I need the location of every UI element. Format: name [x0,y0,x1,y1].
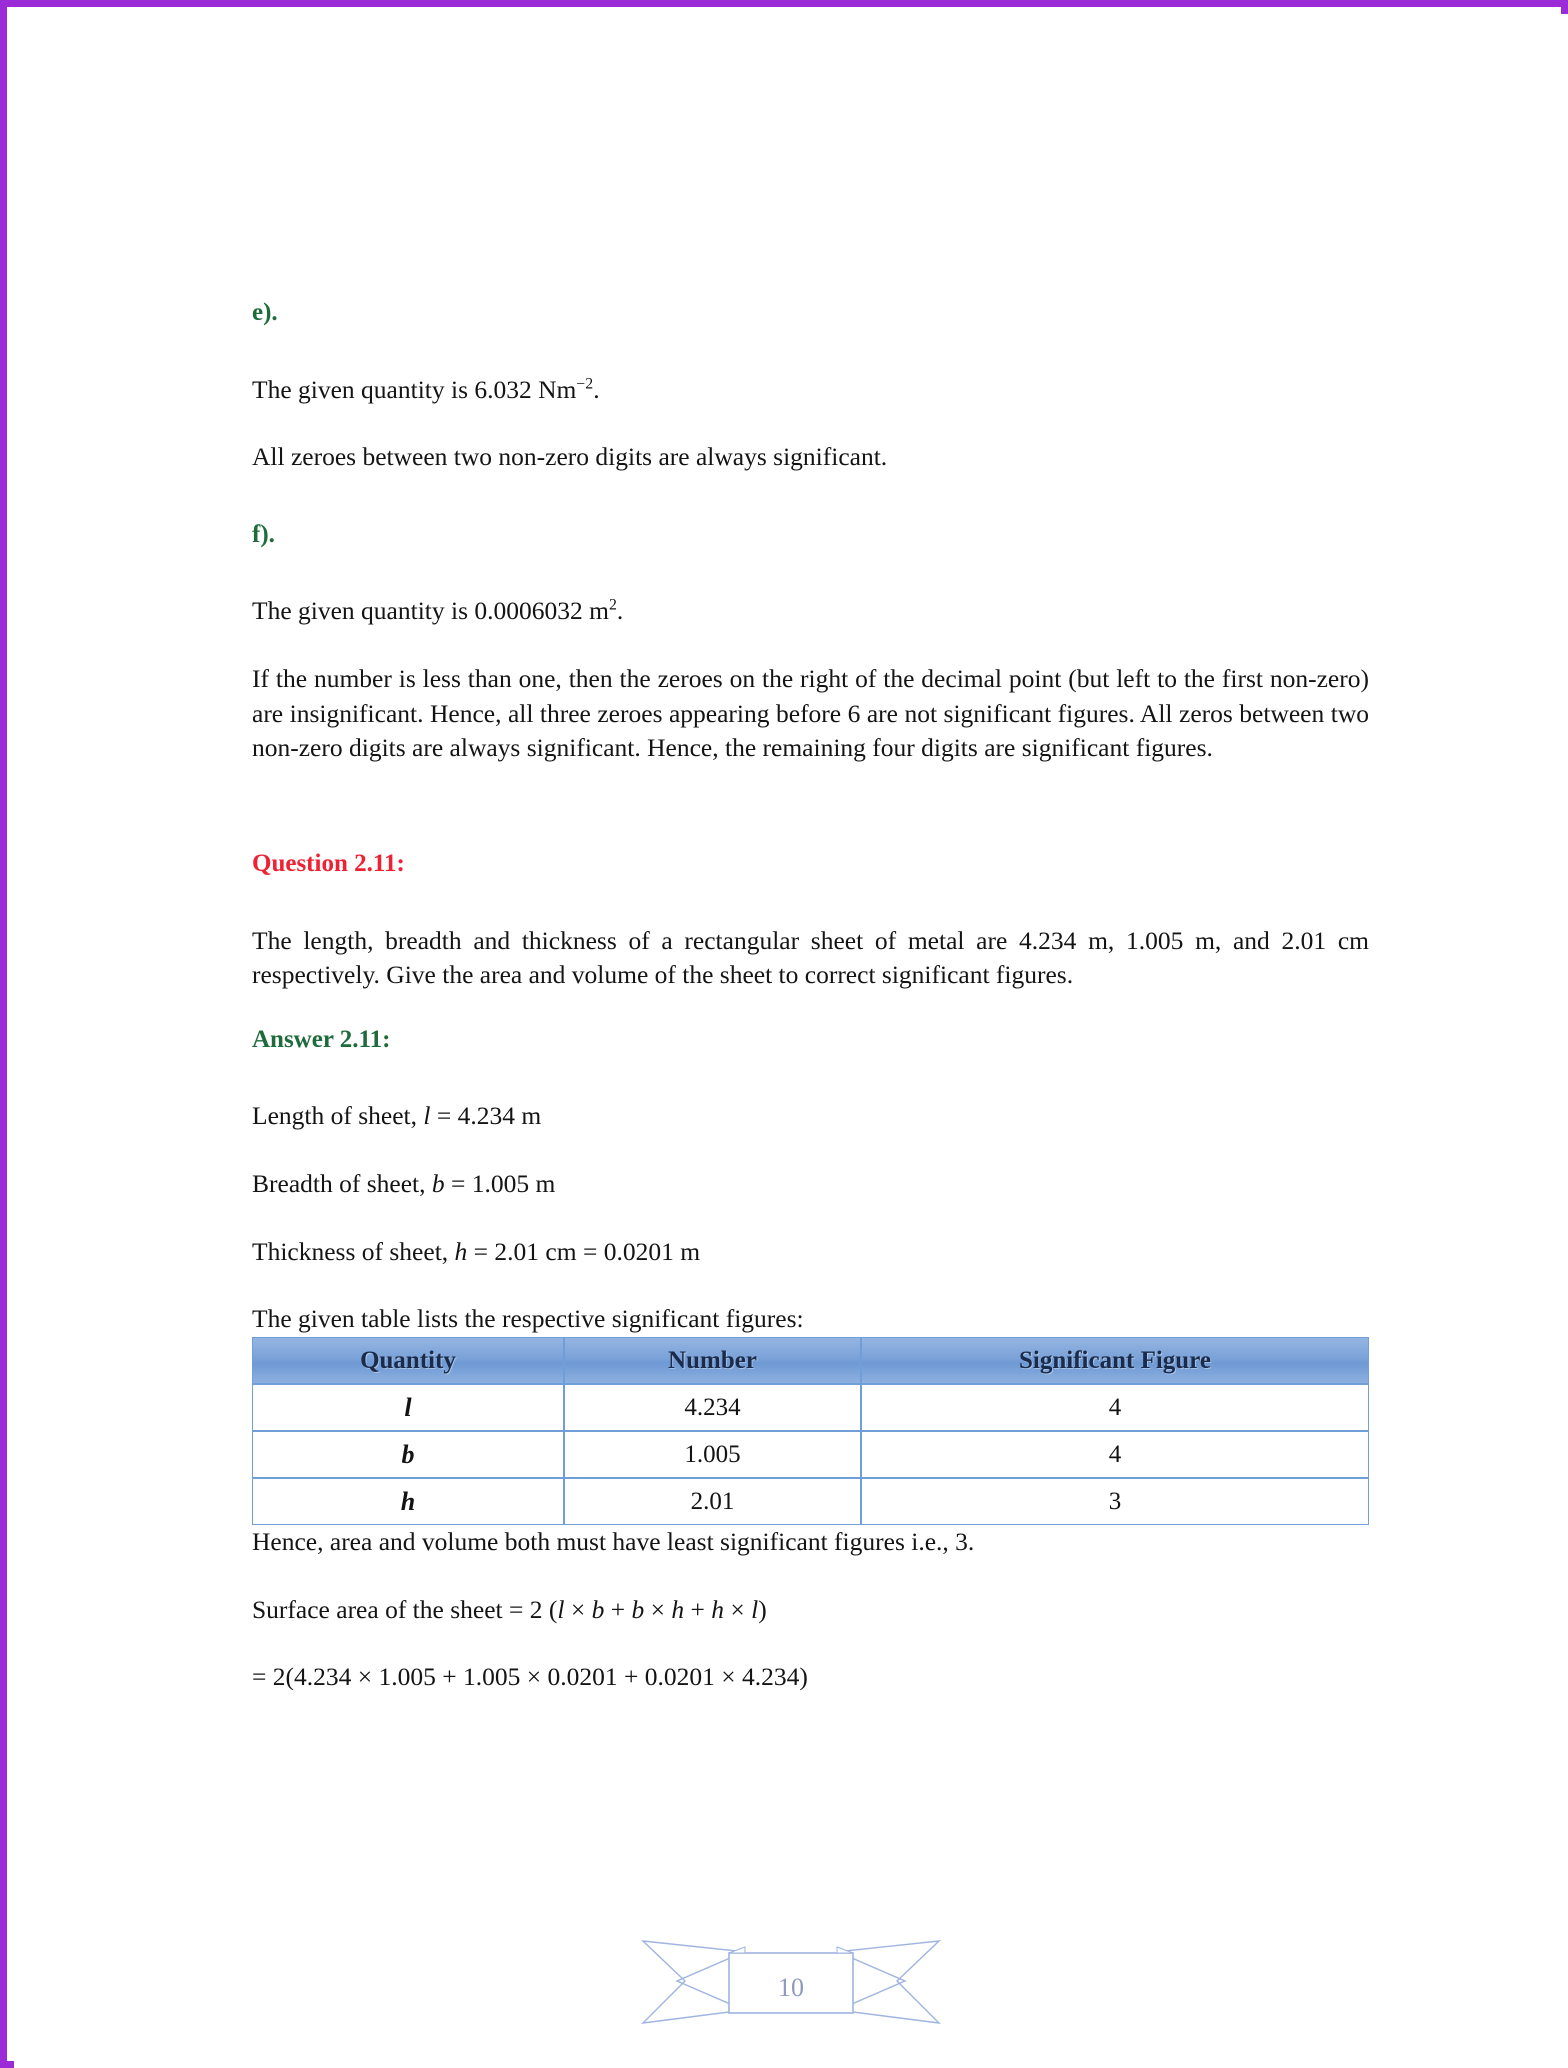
part-f-line1-tail: . [616,596,624,626]
thickness-value: = 2.01 cm = 0.0201 m [473,1236,701,1266]
after-table-text: Hence, area and volume both must have least significant figures i.e., 3. [252,1527,975,1557]
formula-times-2: × [644,1594,672,1624]
table-header-row [252,1337,1369,1384]
document-content [252,299,1369,1695]
formula-var-b2: b [631,1594,645,1624]
part-f-line1 [252,594,1369,629]
cell-number: 4.234 [564,1384,861,1431]
question-heading: Question 2.11: [252,850,405,878]
part-f-label: f). [252,520,275,548]
table-header-significant-figure: Significant Figure [861,1337,1369,1384]
cell-number: 2.01 [564,1478,861,1525]
cell-significant-figure: 4 [861,1384,1369,1431]
thickness-line [252,1235,1369,1270]
length-value: = 4.234 m [436,1101,542,1131]
formula-plus-1: + [604,1594,632,1624]
cell-significant-figure: 3 [861,1478,1369,1525]
table-row [252,1478,1369,1525]
breadth-value: = 1.005 m [450,1169,556,1199]
thickness-variable: h [454,1236,468,1266]
part-e-line1 [252,373,1369,408]
answer-heading: Answer 2.11: [252,1025,391,1053]
thickness-label: Thickness of sheet, [252,1236,449,1266]
part-e-line1-superscript: −2 [576,375,594,392]
part-f-line1-superscript: 2 [608,596,617,614]
formula-plus-2: + [684,1594,712,1624]
cell-significant-figure: 4 [861,1431,1369,1478]
formula-var-l1: l [557,1594,565,1624]
formula-var-l2: l [751,1594,759,1624]
cell-quantity: h [252,1478,564,1525]
computation-line: = 2(4.234 × 1.005 + 1.005 × 0.0201 + 0.0201 × 4.234) [252,1662,808,1692]
part-e-line1-tail: . [593,374,600,404]
breadth-label: Breadth of sheet, [252,1169,426,1199]
breadth-line [252,1167,1369,1202]
length-label: Length of sheet, [252,1101,417,1131]
significant-figures-table [252,1337,1369,1525]
page-footer [14,1929,1568,2059]
formula-var-b1: b [591,1594,605,1624]
table-header-number: Number [564,1337,861,1384]
cell-quantity: b [252,1431,564,1478]
part-e-label: e). [252,299,278,326]
length-variable: l [423,1101,431,1131]
surface-area-formula [252,1593,1369,1628]
cell-quantity: l [252,1384,564,1431]
table-header-quantity: Quantity [252,1337,564,1384]
page-number: 10 [778,1973,804,2002]
table-row [252,1431,1369,1478]
breadth-variable: b [431,1169,445,1199]
length-line [252,1099,1369,1134]
part-e-line1-text: The given quantity is 6.032 Nm [252,374,577,404]
question-text: The length, breadth and thickness of a rectangular sheet of metal are 4.234 m, 1.005 m, and 2.01 cm respectively. Give the area and volume of the sheet to correct significant figures. [252,925,1369,990]
part-f-paragraph: If the number is less than one, then the zeroes on the right of the decimal point (but left to the first non-zero) are insignificant. Hence, all three zeroes appearing before 6 are not significant figures. All zeros between two non-zero digits are always significant. Hence, the remaining four digits are significant figures. [252,664,1369,763]
formula-var-h1: h [671,1594,685,1624]
formula-times-1: × [564,1594,592,1624]
part-e-line2: All zeroes between two non-zero digits are always significant. [252,442,888,472]
formula-times-3: × [724,1594,752,1624]
surface-area-label: Surface area of the sheet = 2 ( [252,1594,558,1624]
table-intro: The given table lists the respective significant figures: [252,1304,804,1334]
formula-var-h2: h [711,1594,725,1624]
formula-close-paren: ) [758,1594,767,1624]
table-row [252,1384,1369,1431]
page-number-ribbon [641,1929,941,2039]
page-canvas [14,14,1568,2068]
part-f-line1-text: The given quantity is 0.0006032 m [252,596,609,626]
cell-number: 1.005 [564,1431,861,1478]
